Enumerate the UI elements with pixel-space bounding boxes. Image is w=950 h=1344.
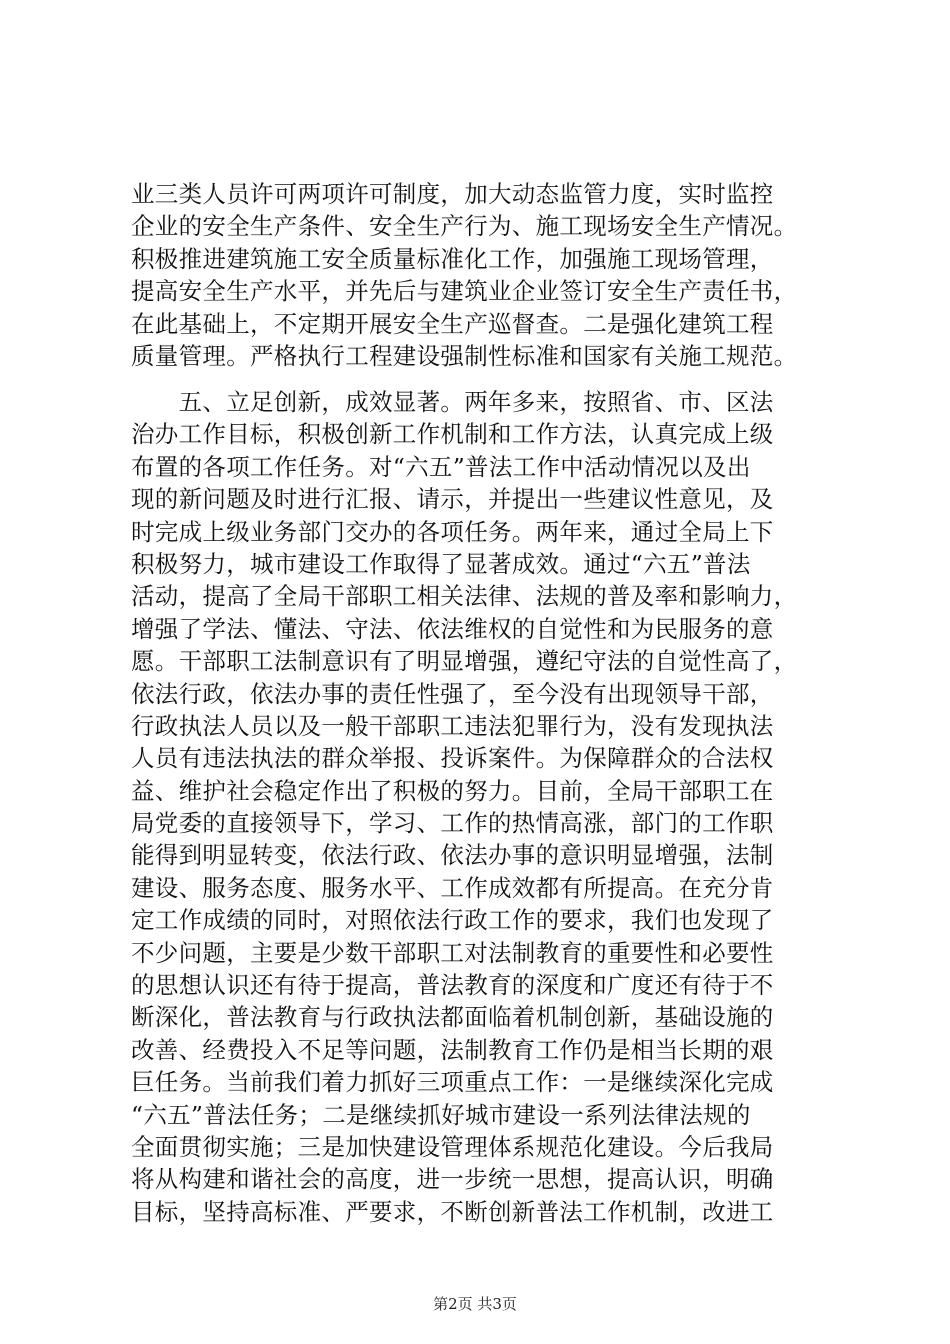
text-line: 局党委的直接领导下，学习、工作的热情高涨，部门的工作职 [131, 809, 774, 838]
text-line: 行政执法人员以及一般干部职工违法犯罪行为，没有发现执法 [131, 711, 774, 740]
text-line: 愿。干部职工法制意识有了明显增强，遵纪守法的自觉性高了， [131, 647, 798, 676]
text-line: 巨任务。当前我们着力抓好三项重点工作：一是继续深化完成 [131, 1068, 774, 1097]
paragraph-1 [131, 178, 831, 372]
text-line: 治办工作目标，积极创新工作机制和工作方法，认真完成上级 [131, 420, 774, 449]
text-line: 五、立足创新，成效显著。两年多来，按照省、市、区法 [131, 388, 774, 416]
text-line: 人员有违法执法的群众举报、投诉案件。为保障群众的合法权 [131, 744, 774, 773]
text-line: 改善、经费投入不足等问题，法制教育工作仍是相当长期的艰 [131, 1035, 774, 1064]
text-line: 将从构建和谐社会的高度，进一步统一思想，提高认识，明确 [131, 1165, 774, 1194]
text-line: 现的新问题及时进行汇报、请示，并提出一些建议性意见，及 [131, 485, 774, 514]
text-line: 布置的各项工作任务。对“六五”普法工作中活动情况以及出 [131, 452, 751, 481]
page-number-footer: 第2页 共3页 [433, 1295, 517, 1313]
text-line: 企业的安全生产条件、安全生产行为、施工现场安全生产情况。 [131, 212, 798, 241]
text-line: 增强了学法、懂法、守法、依法维权的自觉性和为民服务的意 [131, 614, 774, 643]
text-line: 时完成上级业务部门交办的各项任务。两年来，通过全局上下 [131, 517, 774, 546]
text-line: 积极努力，城市建设工作取得了显著成效。通过“六五”普法 [131, 549, 751, 578]
text-line: 活动，提高了全局干部职工相关法律、法规的普及率和影响力， [131, 582, 798, 611]
text-line: 提高安全生产水平，并先后与建筑业企业签订安全生产责任书， [131, 277, 798, 306]
text-line: 在此基础上，不定期开展安全生产巡督查。二是强化建筑工程 [131, 309, 774, 338]
text-line: “六五”普法任务；二是继续抓好城市建设一系列法律法规的 [131, 1100, 751, 1129]
text-line: 不少问题，主要是少数干部职工对法制教育的重要性和必要性 [131, 938, 774, 967]
text-line: 能得到明显转变，依法行政、依法办事的意识明显增强，法制 [131, 841, 774, 870]
text-line: 积极推进建筑施工安全质量标准化工作，加强施工现场管理， [131, 244, 774, 273]
text-line: 全面贯彻实施；三是加快建设管理体系规范化建设。今后我局 [131, 1132, 774, 1161]
text-line: 断深化，普法教育与行政执法都面临着机制创新，基础设施的 [131, 1003, 774, 1032]
text-line: 益、维护社会稳定作出了积极的努力。目前，全局干部职工在 [131, 776, 774, 805]
text-line: 建设、服务态度、服务水平、工作成效都有所提高。在充分肯 [131, 873, 774, 902]
text-line: 质量管理。严格执行工程建设强制性标准和国家有关施工规范。 [131, 341, 798, 370]
text-line: 目标，坚持高标准、严要求，不断创新普法工作机制，改进工 [131, 1197, 774, 1226]
text-line: 的思想认识还有待于提高，普法教育的深度和广度还有待于不 [131, 971, 774, 1000]
text-line: 业三类人员许可两项许可制度，加大动态监管力度，实时监控 [131, 180, 774, 208]
text-line: 定工作成绩的同时，对照依法行政工作的要求，我们也发现了 [131, 906, 774, 935]
paragraph-2 [131, 386, 831, 1228]
text-line: 依法行政，依法办事的责任性强了，至今没有出现领导干部， [131, 679, 774, 708]
